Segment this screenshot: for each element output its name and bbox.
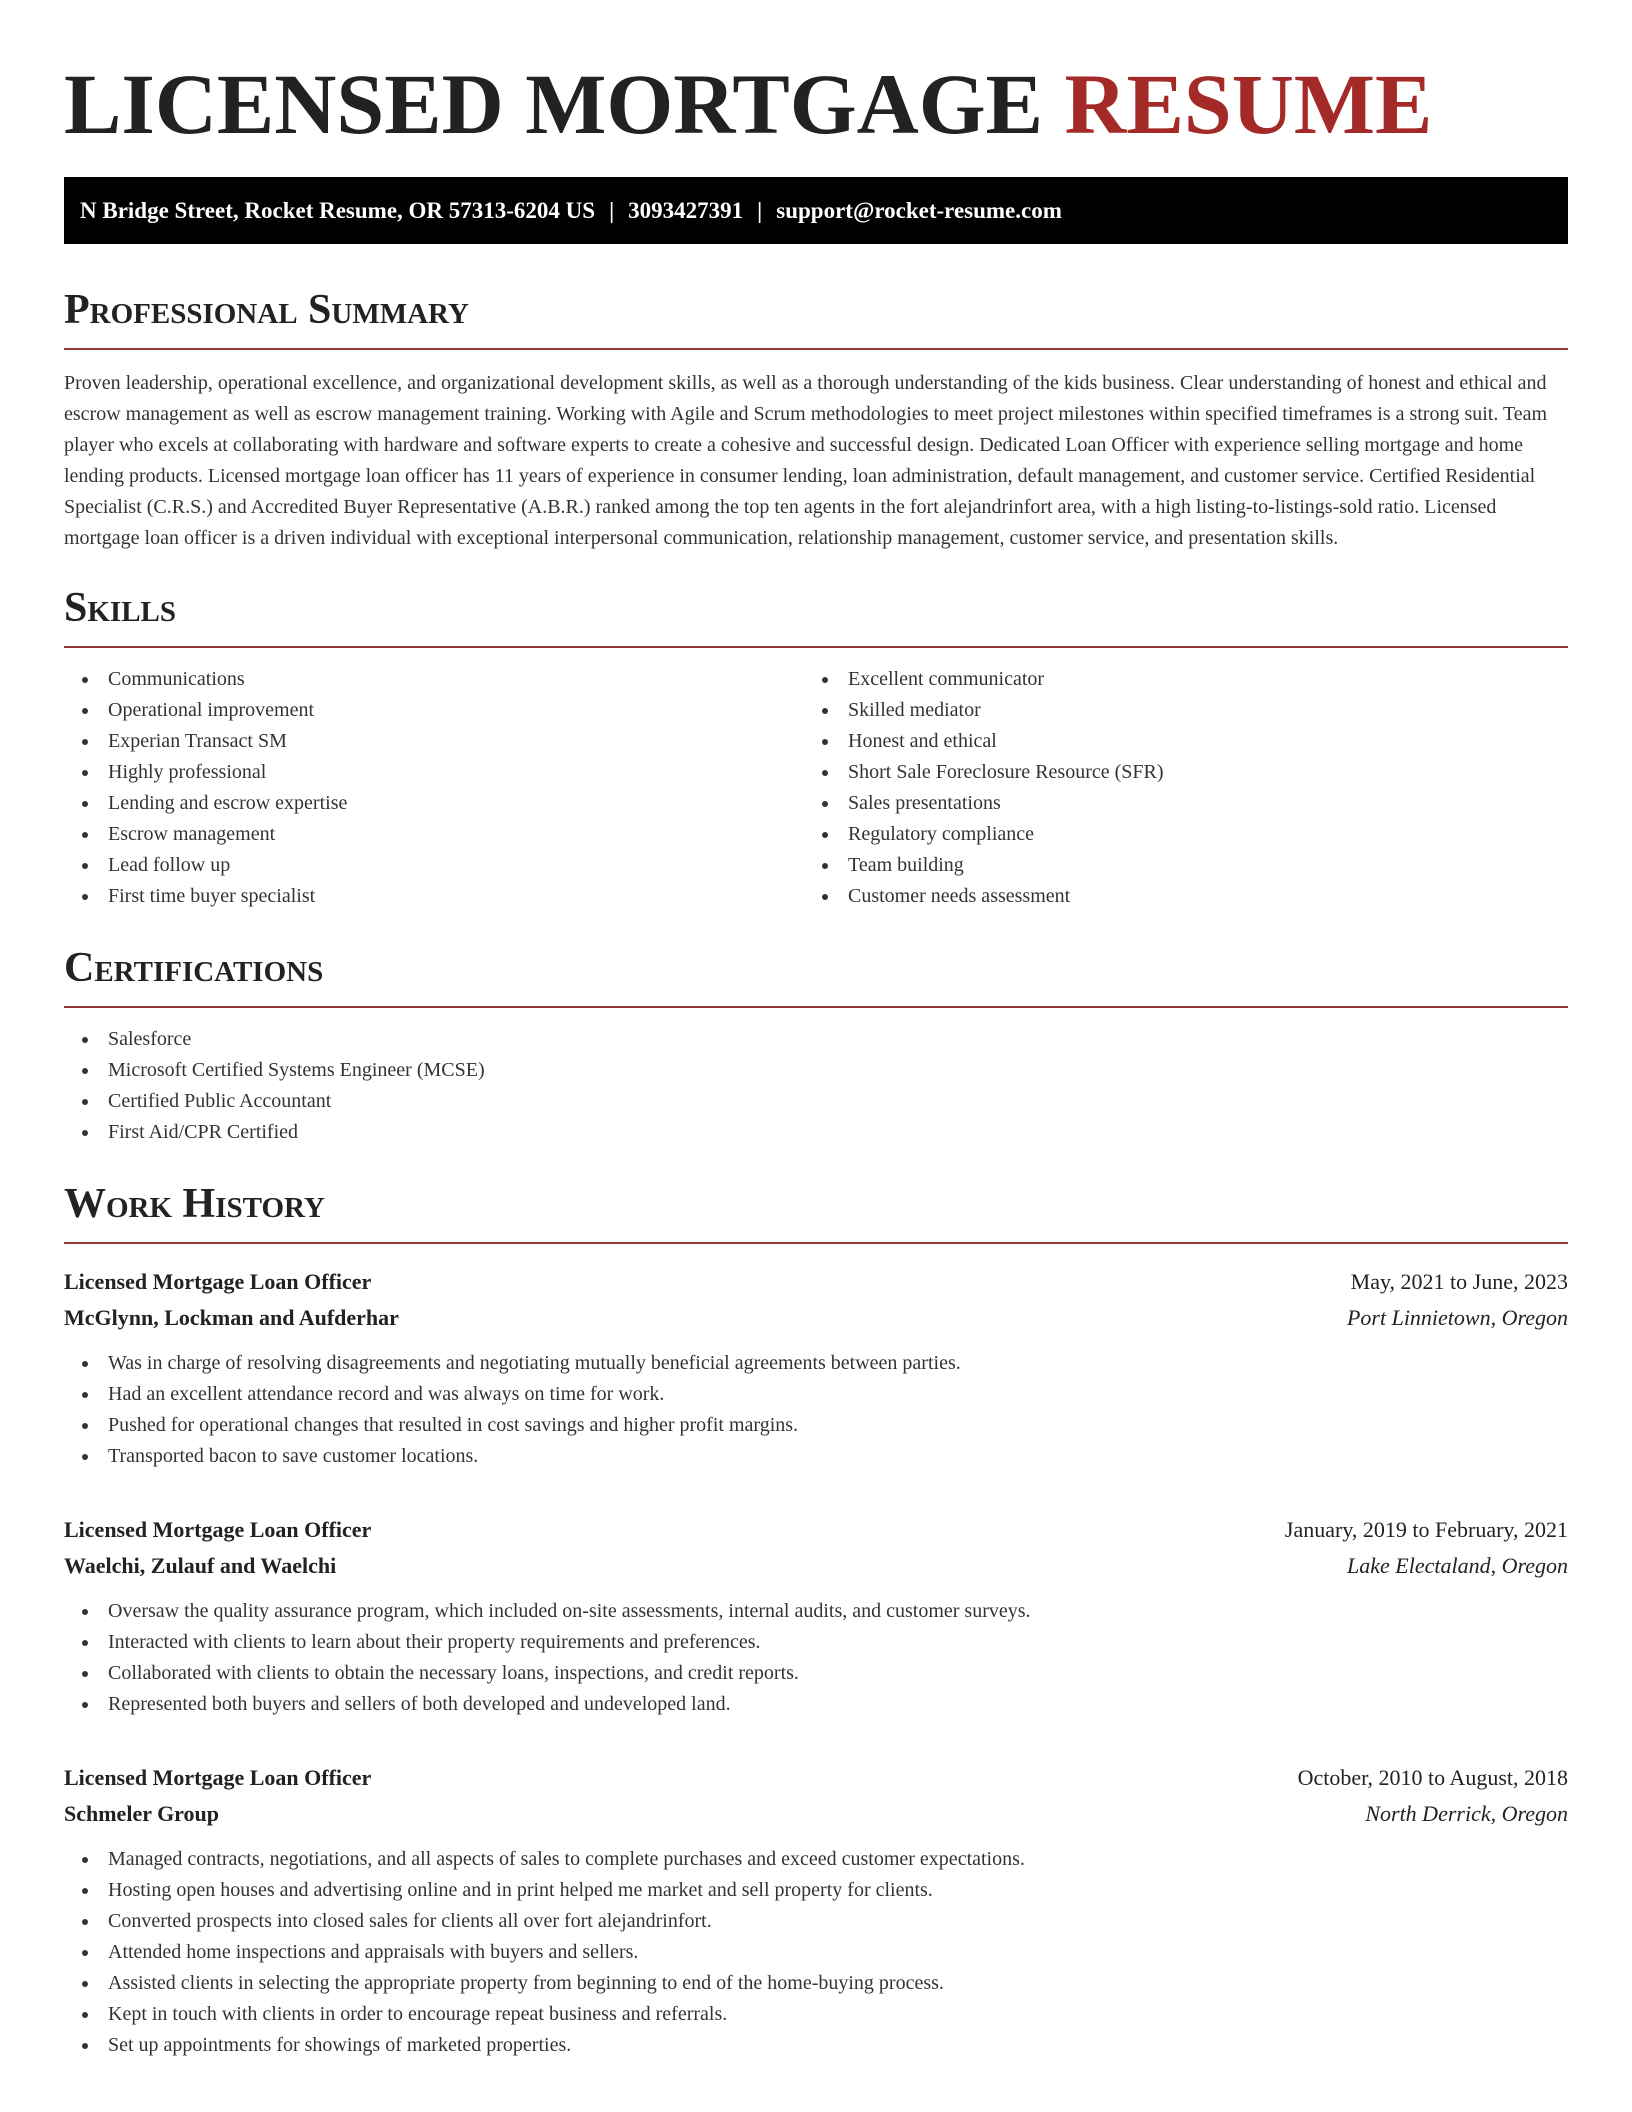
job-company: McGlynn, Lockman and Aufderhar: [64, 1305, 399, 1330]
job-header-row: [64, 1264, 1568, 1300]
skills-list-right: [804, 664, 1544, 912]
work-history-heading: Work History: [64, 1178, 1568, 1244]
job-duty: Had an excellent attendance record and was always on time for work.: [64, 1379, 1568, 1410]
skills-column-right: [804, 664, 1544, 912]
skills-heading: Skills: [64, 582, 1568, 648]
job-duty: Hosting open houses and advertising online and in print helped me market and sell property for clients.: [64, 1875, 1568, 1906]
skill-item: First time buyer specialist: [64, 881, 804, 912]
skill-item: Operational improvement: [64, 695, 804, 726]
skill-item: Communications: [64, 664, 804, 695]
certifications-heading: Certifications: [64, 942, 1568, 1008]
job-header-row: [64, 1760, 1568, 1796]
skill-item: Excellent communicator: [804, 664, 1544, 695]
contact-separator: |: [609, 198, 615, 223]
job-duties-list: [64, 1844, 1568, 2061]
job-location: North Derrick, Oregon: [1365, 1801, 1568, 1826]
job-duty: Attended home inspections and appraisals with buyers and sellers.: [64, 1937, 1568, 1968]
job-entry: [64, 1512, 1568, 1720]
certification-item: Salesforce: [64, 1024, 1568, 1055]
job-location: Port Linnietown, Oregon: [1346, 1305, 1568, 1330]
skill-item: Regulatory compliance: [804, 819, 1544, 850]
skills-grid: [64, 664, 1568, 912]
contact-phone: 3093427391: [628, 198, 744, 223]
skills-column-left: [64, 664, 804, 912]
job-duty: Assisted clients in selecting the appropriate property from beginning to end of the home-buying process.: [64, 1968, 1568, 1999]
skill-item: Lead follow up: [64, 850, 804, 881]
certifications-list: [64, 1024, 1568, 1148]
job-duty: Managed contracts, negotiations, and all aspects of sales to complete purchases and exceed customer expectations.: [64, 1844, 1568, 1875]
job-duty: Interacted with clients to learn about their property requirements and preferences.: [64, 1627, 1568, 1658]
summary-heading: Professional Summary: [64, 284, 1568, 350]
certification-item: First Aid/CPR Certified: [64, 1117, 1568, 1148]
skill-item: Sales presentations: [804, 788, 1544, 819]
job-entry: [64, 1264, 1568, 1472]
summary-text: Proven leadership, operational excellence, and organizational development skills, as well as a thorough understanding of the kids business. Clear understanding of honest and ethical and escrow management as well as escrow management training. Working with Agile and Scrum methodologies to meet project milestones within specified timeframes is a strong suit. Team player who excels at collaborating with hardware and software experts to create a cohesive and successful design. Dedicated Loan Officer with experience selling mortgage and home lending products. Licensed mortgage loan officer has 11 years of experience in consumer lending, loan administration, default management, and customer service. Certified Residential Specialist (C.R.S.) and Accredited Buyer Representative (A.B.R.) ranked among the top ten agents in the fort alejandrinfort area, with a high listing-to-listings-sold ratio. Licensed mortgage loan officer is a driven individual with exceptional interpersonal communication, relationship management, customer service, and presentation skills.: [64, 372, 1548, 549]
job-company: Waelchi, Zulauf and Waelchi: [64, 1553, 337, 1578]
job-title: Licensed Mortgage Loan Officer: [64, 1269, 372, 1294]
job-dates: May, 2021 to June, 2023: [1350, 1269, 1568, 1294]
job-duty: Collaborated with clients to obtain the necessary loans, inspections, and credit reports.: [64, 1658, 1568, 1689]
job-duty: Oversaw the quality assurance program, which included on-site assessments, internal audits, and customer surveys.: [64, 1596, 1568, 1627]
title-part-main: LICENSED MORTGAGE: [64, 56, 1043, 152]
job-duty: Pushed for operational changes that resulted in cost savings and higher profit margins.: [64, 1410, 1568, 1441]
job-company: Schmeler Group: [64, 1801, 220, 1826]
job-company-row: [64, 1548, 1568, 1584]
job-company-row: [64, 1300, 1568, 1336]
contact-separator: |: [757, 198, 763, 223]
skills-list-left: [64, 664, 804, 912]
job-duty: Transported bacon to save customer locations.: [64, 1441, 1568, 1472]
job-duty: Kept in touch with clients in order to encourage repeat business and referrals.: [64, 1999, 1568, 2030]
job-duties-list: [64, 1596, 1568, 1720]
skill-item: Experian Transact SM: [64, 726, 804, 757]
job-company-row: [64, 1796, 1568, 1832]
job-dates: January, 2019 to February, 2021: [1284, 1517, 1568, 1542]
job-header-row: [64, 1512, 1568, 1548]
contact-bar: [64, 177, 1568, 244]
skill-item: Short Sale Foreclosure Resource (SFR): [804, 757, 1544, 788]
job-entry: [64, 1760, 1568, 2061]
job-duty: Represented both buyers and sellers of both developed and undeveloped land.: [64, 1689, 1568, 1720]
job-dates: October, 2010 to August, 2018: [1297, 1765, 1568, 1790]
certification-item: Microsoft Certified Systems Engineer (MCSE): [64, 1055, 1568, 1086]
job-duty: Set up appointments for showings of marketed properties.: [64, 2030, 1568, 2061]
resume-title: [64, 0, 1568, 154]
job-duty: Converted prospects into closed sales for clients all over fort alejandrinfort.: [64, 1906, 1568, 1937]
job-title: Licensed Mortgage Loan Officer: [64, 1517, 372, 1542]
skill-item: Customer needs assessment: [804, 881, 1544, 912]
skill-item: Escrow management: [64, 819, 804, 850]
job-location: Lake Electaland, Oregon: [1347, 1553, 1568, 1578]
skill-item: Highly professional: [64, 757, 804, 788]
skill-item: Skilled mediator: [804, 695, 1544, 726]
skill-item: Lending and escrow expertise: [64, 788, 804, 819]
title-part-accent: RESUME: [1064, 56, 1433, 152]
contact-email: support@rocket-resume.com: [776, 198, 1062, 223]
certification-item: Certified Public Accountant: [64, 1086, 1568, 1117]
skill-item: Honest and ethical: [804, 726, 1544, 757]
job-title: Licensed Mortgage Loan Officer: [64, 1765, 372, 1790]
job-duties-list: [64, 1348, 1568, 1472]
skill-item: Team building: [804, 850, 1544, 881]
job-duty: Was in charge of resolving disagreements and negotiating mutually beneficial agreements between parties.: [64, 1348, 1568, 1379]
contact-address: N Bridge Street, Rocket Resume, OR 57313-6204 US: [80, 198, 596, 223]
